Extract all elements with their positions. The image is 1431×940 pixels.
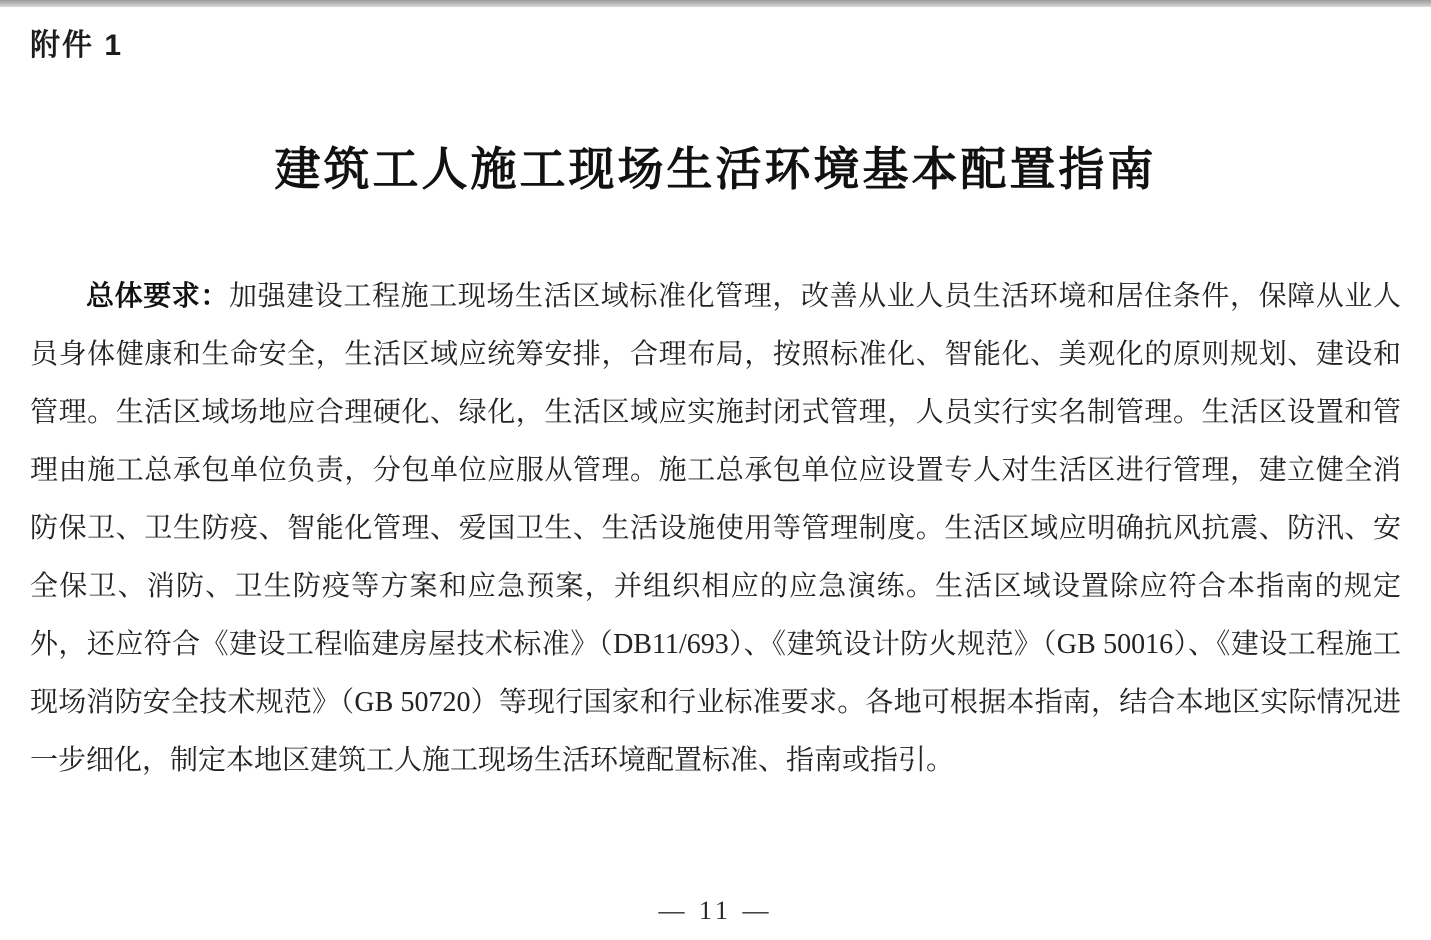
document-title: 建筑工人施工现场生活环境基本配置指南 xyxy=(274,144,1157,195)
page-number: — 11 — xyxy=(658,896,773,925)
paragraph-body-text: 加强建设工程施工现场生活区域标准化管理，改善从业人员生活环境和居住条件，保障从业人员身体健康和生命安全，生活区域应统筹安排，合理布局，按照标准化、智能化、美观化的原则规划、建设和管理。生活区域场地应合理硬化、绿化，生活区域应实施封闭式管理，人员实行实名制管理。生活区设置和管理由施工总承包单位负责，分包单位应服从管理。施工总承包单位应设置专人对生活区进行管理，建立健全消防保卫、卫生防疫、智能化管理、爱国卫生、生活设施使用等管理制度。生活区域应明确抗风抗震、防汛、安全保卫、消防、卫生防疫等方案和应急预案，并组织相应的应急演练。生活区域设置除应符合本指南的规定外，还应符合《建设工程临建房屋技术标准》（DB11/693）、《建筑设计防火规范》（GB 50016）、《建设工程施工现场消防安全技术规范》（GB 50720）等现行国家和行业标准要求。各地可根据本指南，结合本地区实际情况进一步细化，制定本地区建筑工人施工现场生活环境配置标准、指南或指引。 xyxy=(30,281,1401,777)
paragraph-lead-label: 总体要求： xyxy=(86,280,229,312)
attachment-label: 附件 1 xyxy=(30,29,124,62)
scan-edge-artifact xyxy=(0,0,1431,7)
body-paragraph xyxy=(30,267,1401,790)
